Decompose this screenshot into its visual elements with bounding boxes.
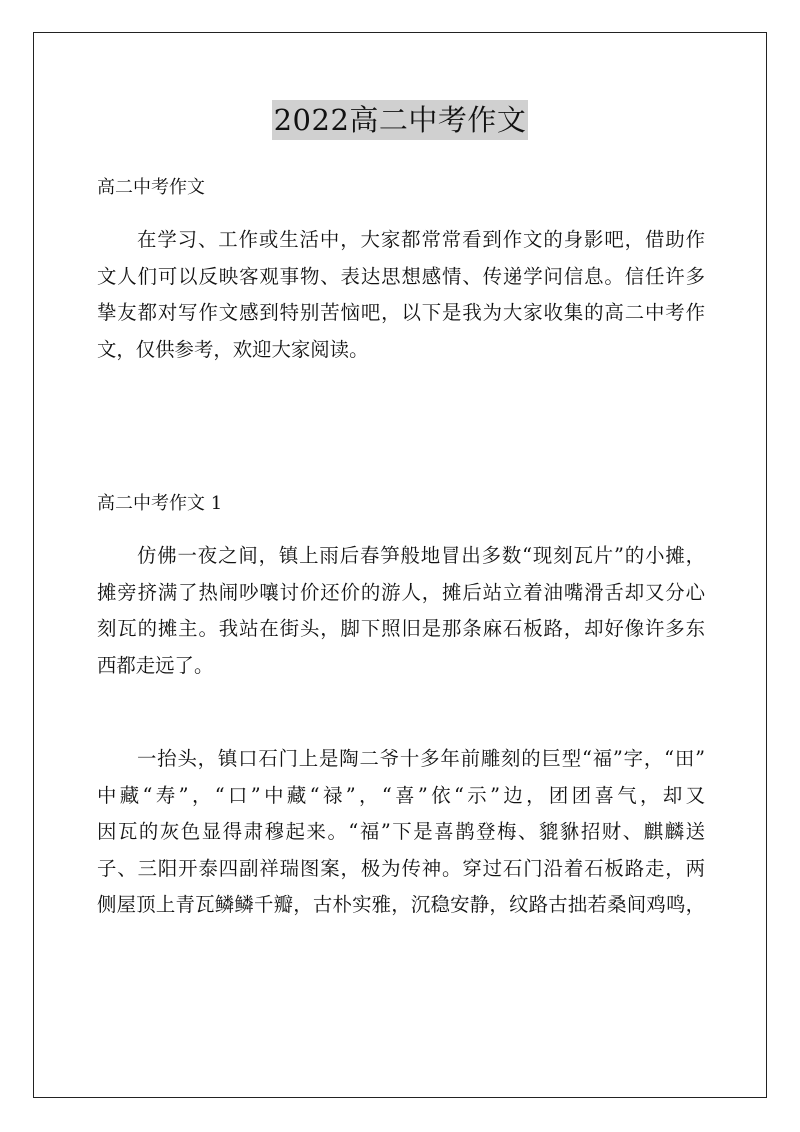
title-container: [0, 100, 800, 140]
text-line: 中藏“寿”，“口”中藏“禄”，“喜”依“示”边，团团喜气，却又: [97, 783, 705, 807]
text-line: 文，仅供参考，欢迎大家阅读。: [97, 337, 369, 361]
essay1-heading: 高二中考作文 1: [97, 493, 223, 514]
text-line: 挚友都对写作文感到特别苦恼吧，以下是我为大家收集的高二中考作: [97, 301, 705, 324]
text-line: 侧屋顶上青瓦鳞鳞千瓣，古朴实雅，沉稳安静，纹路古拙若桑间鸡鸣，: [97, 893, 705, 916]
text-line: 摊旁挤满了热闹吵嚷讨价还价的游人，摊后站立着油嘴滑舌却又分心: [97, 580, 705, 604]
intro-heading: 高二中考作文: [97, 177, 205, 198]
text-line: 一抬头，镇口石门上是陶二爷十多年前雕刻的巨型“福”字，“田”: [137, 747, 705, 770]
essay1-paragraph-2: [97, 741, 705, 924]
essay1-paragraph-1: [97, 538, 705, 684]
intro-paragraph: [97, 222, 705, 368]
text-line: 刻瓦的摊主。我站在街头，脚下照旧是那条麻石板路，却好像许多东: [97, 617, 705, 640]
text-line: 文人们可以反映客观事物、表达思想感情、传递学问信息。信任许多: [97, 264, 705, 288]
text-line: 西都走远了。: [97, 653, 214, 677]
document-title: 2022高二中考作文: [272, 100, 529, 140]
text-line: 仿佛一夜之间，镇上雨后春笋般地冒出多数“现刻瓦片”的小摊，: [137, 544, 705, 567]
text-line: 在学习、工作或生活中，大家都常常看到作文的身影吧，借助作: [137, 228, 705, 251]
text-line: 因瓦的灰色显得肃穆起来。“福”下是喜鹊登梅、貔貅招财、麒麟送: [97, 820, 705, 843]
text-line: 子、三阳开泰四副祥瑞图案，极为传神。穿过石门沿着石板路走，两: [97, 856, 705, 880]
